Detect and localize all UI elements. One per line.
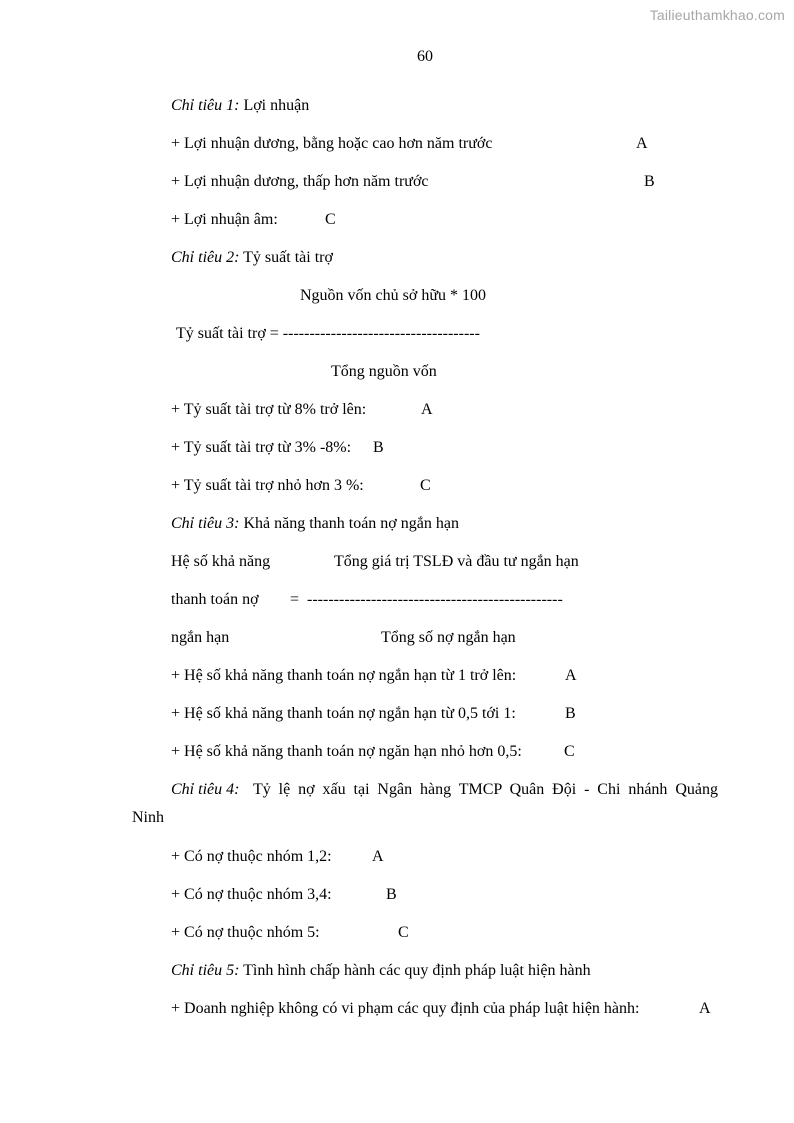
criterion-label: Chỉ tiêu 2: [171, 249, 240, 266]
criterion-1-rule-2: + Lợi nhuận dương, thấp hơn năm trước [171, 173, 429, 190]
criterion-title: Lợi nhuận [239, 97, 310, 114]
criterion-label: Chỉ tiêu 4: [171, 781, 240, 798]
criterion-1-grade-2: B [644, 173, 655, 190]
criterion-2-denominator: Tổng nguồn vốn [331, 363, 437, 380]
criterion-3-label-line-1: Hệ số khả năng [171, 553, 271, 570]
criterion-2-rule-2: + Tỷ suất tài trợ từ 3% -8%: [171, 439, 352, 456]
page-number: 60 [417, 48, 433, 65]
criterion-4-grade-3: C [398, 924, 409, 941]
criterion-5-grade-1: A [699, 1000, 711, 1017]
criterion-3-numerator: Tổng giá trị TSLĐ và đầu tư ngắn hạn [334, 553, 579, 570]
criterion-3-grade-2: B [565, 705, 576, 722]
criterion-4-grade-2: B [386, 886, 397, 903]
criterion-3-rule-2: + Hệ số khả năng thanh toán nợ ngắn hạn từ 0,5 tới 1: [171, 705, 516, 722]
criterion-5-heading [171, 961, 591, 981]
criterion-4-rule-2: + Có nợ thuộc nhóm 3,4: [171, 886, 332, 903]
criterion-4-heading [171, 780, 239, 800]
criterion-4-title-continued: Ninh [132, 809, 164, 826]
criterion-3-grade-1: A [565, 667, 577, 684]
criterion-5-rule-1: + Doanh nghiệp không có vi phạm các quy định của pháp luật hiện hành: [171, 1000, 640, 1017]
criterion-3-denominator: Tổng số nợ ngắn hạn [381, 629, 516, 646]
criterion-2-grade-2: B [373, 439, 384, 456]
criterion-3-heading [171, 514, 459, 534]
criterion-2-numerator: Nguồn vốn chủ sở hữu * 100 [300, 287, 487, 304]
criterion-1-heading [171, 96, 309, 116]
criterion-3-rule-1: + Hệ số khả năng thanh toán nợ ngắn hạn từ 1 trở lên: [171, 667, 517, 684]
criterion-3-label-line-3: ngắn hạn [171, 629, 230, 646]
criterion-2-formula: Tỷ suất tài trợ = ------------------------------------- [176, 325, 480, 342]
criterion-title: Tỷ suất tài trợ [239, 249, 333, 266]
criterion-2-heading [171, 248, 333, 268]
criterion-title: Khả năng thanh toán nợ ngắn hạn [239, 515, 459, 532]
criterion-3-grade-3: C [564, 743, 575, 760]
criterion-label: Chỉ tiêu 5: [171, 962, 240, 979]
criterion-2-rule-1: + Tỷ suất tài trợ từ 8% trở lên: [171, 401, 367, 418]
criterion-1-grade-1: A [636, 135, 648, 152]
watermark: Tailieuthamkhao.com [649, 7, 785, 23]
criterion-4-rule-1: + Có nợ thuộc nhóm 1,2: [171, 848, 332, 865]
criterion-2-grade-3: C [420, 477, 431, 494]
criterion-1-rule-3: + Lợi nhuận âm: [171, 211, 278, 228]
criterion-3-label-line-2: thanh toán nợ [171, 591, 259, 608]
criterion-3-fraction-line: = ------------------------------------------------ [290, 591, 563, 608]
criterion-label: Chỉ tiêu 3: [171, 515, 240, 532]
criterion-1-rule-1: + Lợi nhuận dương, bằng hoặc cao hơn năm trước [171, 135, 493, 152]
criterion-3-rule-3: + Hệ số khả năng thanh toán nợ ngăn hạn nhỏ hơn 0,5: [171, 743, 522, 760]
criterion-2-grade-1: A [421, 401, 433, 418]
criterion-4-rule-3: + Có nợ thuộc nhóm 5: [171, 924, 320, 941]
criterion-1-grade-3: C [325, 211, 336, 228]
criterion-title: Tình hình chấp hành các quy định pháp luật hiện hành [239, 962, 591, 979]
criterion-4-grade-1: A [372, 848, 384, 865]
criterion-label: Chỉ tiêu 1: [171, 97, 240, 114]
criterion-2-rule-3: + Tỷ suất tài trợ nhỏ hơn 3 %: [171, 477, 364, 494]
criterion-4-title: Tỷ lệ nợ xấu tại Ngân hàng TMCP Quân Đội - Chi nhánh Quảng [253, 781, 718, 798]
